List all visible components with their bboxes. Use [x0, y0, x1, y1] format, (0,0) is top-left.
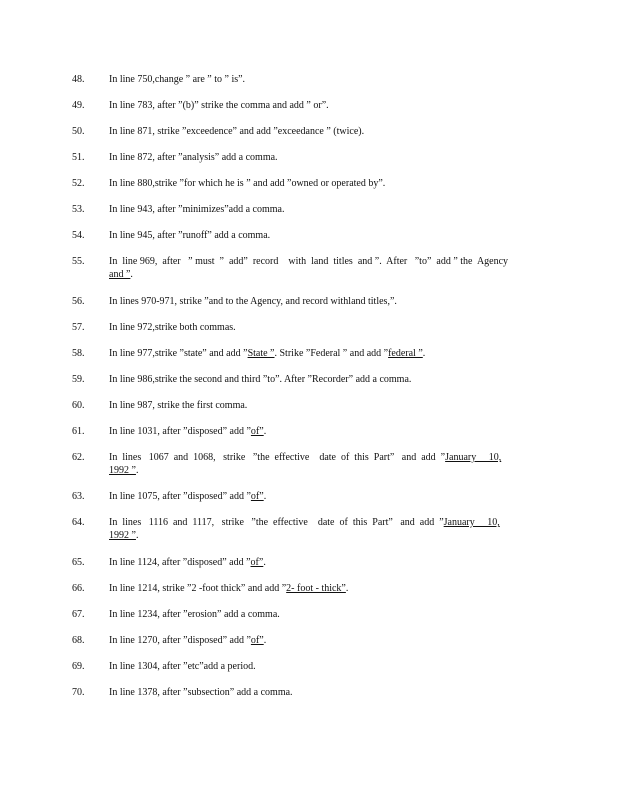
- underlined-insertion: federal ”: [388, 348, 423, 359]
- item-number: 49.: [72, 100, 85, 111]
- underlined-insertion: of”: [250, 557, 264, 568]
- item-text: [109, 556, 519, 569]
- item-text: [109, 582, 519, 595]
- item-number: 48.: [72, 74, 85, 85]
- item-number: 69.: [72, 661, 85, 672]
- underlined-insertion: and ”: [109, 269, 131, 280]
- item-text: In line 986,strike the second and third ”to”. After ”Recorder” add a comma.: [109, 374, 412, 385]
- item-text-part: In line 1075, after ”disposed” add ”: [109, 491, 251, 502]
- item-number: 64.: [72, 517, 85, 528]
- item-text-part: .: [135, 530, 139, 541]
- item-text-part: .: [263, 635, 267, 646]
- underlined-insertion: 2- foot - thick”: [286, 583, 346, 594]
- item-text: [109, 490, 519, 503]
- item-number: 52.: [72, 178, 85, 189]
- item-number: 66.: [72, 583, 85, 594]
- item-text-part: In lines 1116 and 1117, strike ”the effective date of this Part” and add ”: [109, 517, 444, 528]
- item-number: 51.: [72, 152, 85, 163]
- item-number: 57.: [72, 322, 85, 333]
- item-number: 60.: [72, 400, 85, 411]
- item-number: 50.: [72, 126, 85, 137]
- item-number: 59.: [72, 374, 85, 385]
- underlined-insertion: 1992 ”: [109, 530, 136, 541]
- item-text: In line 1234, after ”erosion” add a comma.: [109, 609, 280, 620]
- item-text-part: In line 977,strike ”state” and add ”: [109, 348, 248, 359]
- item-text: In line 1378, after ”subsection” add a comma.: [109, 687, 293, 698]
- item-text: In line 987, strike the first comma.: [109, 400, 248, 411]
- item-number: 53.: [72, 204, 85, 215]
- item-text-part: In line 1031, after ”disposed” add ”: [109, 426, 251, 437]
- item-number: 62.: [72, 452, 85, 463]
- underlined-insertion: 1992 ”: [109, 465, 136, 476]
- item-text-part: In line 1214, strike ”2 -foot thick” and add ”: [109, 583, 287, 594]
- item-text: In line 871, strike ”exceedence” and add ”exceedance ” (twice).: [109, 126, 365, 137]
- item-number: 67.: [72, 609, 85, 620]
- item-text: In line 880,strike ”for which he is ” and add ”owned or operated by”.: [109, 178, 386, 189]
- item-number: 58.: [72, 348, 85, 359]
- item-text-part: In lines 1067 and 1068, strike ”the effective date of this Part” and add ”: [109, 452, 446, 463]
- item-text: In line 750,change ” are ” to ” is”.: [109, 74, 246, 85]
- item-text: [109, 634, 519, 647]
- item-text: [109, 451, 519, 477]
- item-text: In line 1304, after ”etc”add a period.: [109, 661, 256, 672]
- item-text: [109, 255, 519, 281]
- item-text-part: In line 969, after ” must ” add” record with land titles and ”. After ”to” add ” the Agency: [109, 256, 509, 267]
- item-number: 63.: [72, 491, 85, 502]
- item-text-part: In line 1270, after ”disposed” add ”: [109, 635, 251, 646]
- item-text-part: .: [130, 269, 133, 280]
- item-text-part: .: [263, 557, 266, 568]
- item-text: In line 872, after ”analysis” add a comma.: [109, 152, 278, 163]
- item-text-part: . Strike ”Federal ” and add ”: [274, 348, 389, 359]
- underlined-insertion: of”: [250, 426, 264, 437]
- item-text: [109, 425, 519, 438]
- item-number: 68.: [72, 635, 85, 646]
- underlined-insertion: of”: [250, 635, 264, 646]
- underlined-insertion: January 10,: [443, 517, 500, 528]
- item-number: 56.: [72, 296, 85, 307]
- underlined-insertion: of”: [250, 491, 264, 502]
- item-number: 55.: [72, 256, 85, 267]
- item-text-part: .: [345, 583, 349, 594]
- item-text: In line 972,strike both commas.: [109, 322, 236, 333]
- item-text: In line 945, after ”runoff” add a comma.: [109, 230, 271, 241]
- underlined-insertion: State ”: [247, 348, 275, 359]
- item-number: 54.: [72, 230, 85, 241]
- item-text: In line 943, after ”minimizes”add a comma.: [109, 204, 285, 215]
- item-text-part: .: [422, 348, 426, 359]
- item-text: In lines 970-971, strike ”and to the Agency, and record withland titles,”.: [109, 296, 397, 307]
- item-number: 70.: [72, 687, 85, 698]
- item-text-part: .: [135, 465, 139, 476]
- item-text: [109, 347, 519, 360]
- underlined-insertion: January 10,: [445, 452, 502, 463]
- item-text: [109, 516, 519, 542]
- item-text: In line 783, after ”(b)” strike the comma and add ” or”.: [109, 100, 329, 111]
- item-text-part: .: [263, 491, 267, 502]
- item-text-part: In line 1124, after ”disposed” add ”: [109, 557, 251, 568]
- item-number: 65.: [72, 557, 85, 568]
- item-text-part: .: [263, 426, 267, 437]
- item-number: 61.: [72, 426, 85, 437]
